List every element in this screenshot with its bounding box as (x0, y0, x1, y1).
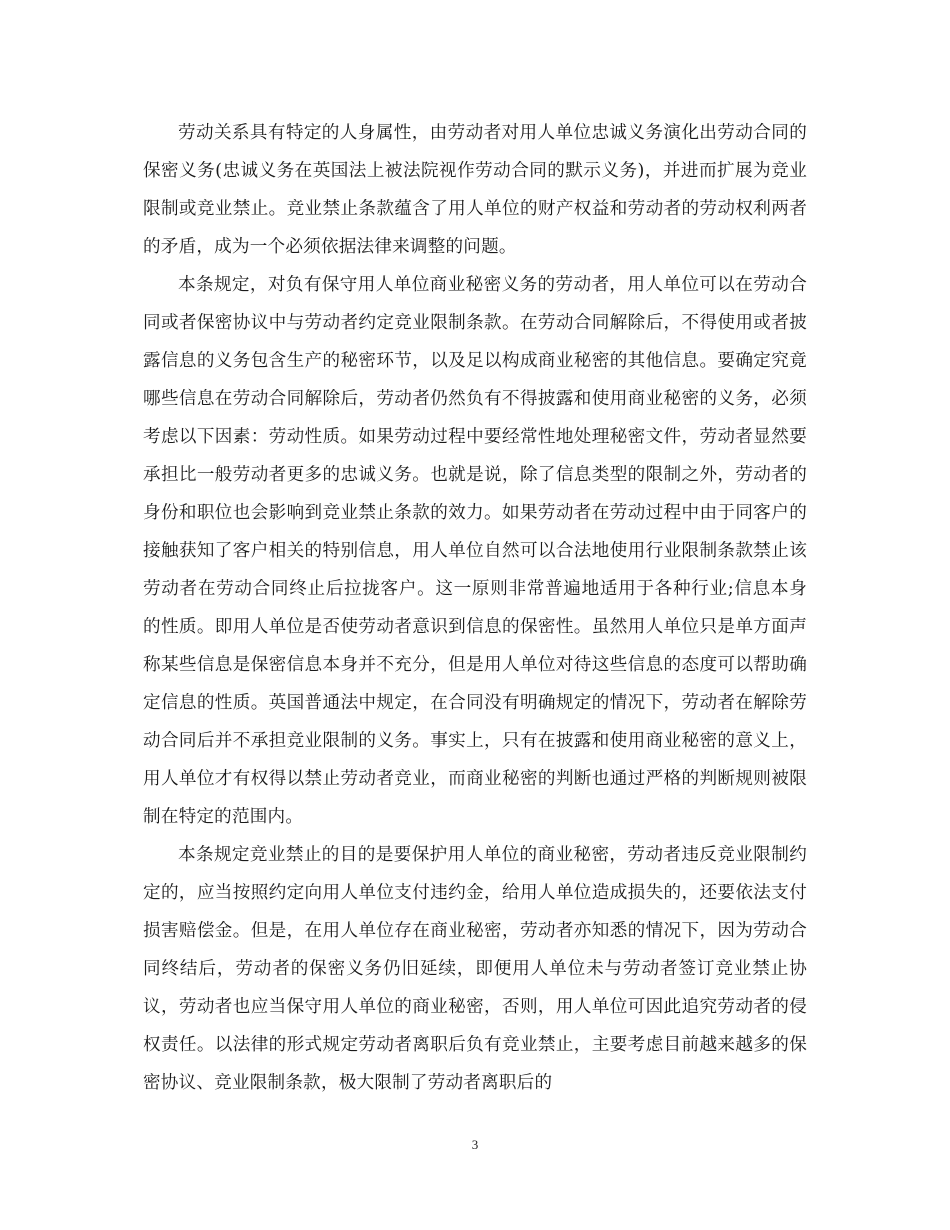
paragraph: 本条规定竞业禁止的目的是要保护用人单位的商业秘密，劳动者违反竞业限制约定的，应当按照约定向用人单位支付违约金，给用人单位造成损失的，还要依法支付损害赔偿金。但是，在用人单位存在商业秘密，劳动者亦知悉的情况下，因为劳动合同终结后，劳动者的保密义务仍旧延续，即便用人单位未与劳动者签订竞业禁止协议，劳动者也应当保守用人单位的商业秘密，否则，用人单位可因此追究劳动者的侵权责任。以法律的形式规定劳动者离职后负有竞业禁止，主要考虑目前越来越多的保密协议、竞业限制条款，极大限制了劳动者离职后的 (143, 845, 807, 1093)
paragraph: 本条规定，对负有保守用人单位商业秘密义务的劳动者，用人单位可以在劳动合同或者保密协议中与劳动者约定竞业限制条款。在劳动合同解除后，不得使用或者披露信息的义务包含生产的秘密环节，以及足以构成商业秘密的其他信息。要确定究竟哪些信息在劳动合同解除后，劳动者仍然负有不得披露和使用商业秘密的义务，必须考虑以下因素：劳动性质。如果劳动过程中要经常性地处理秘密文件，劳动者显然要承担比一般劳动者更多的忠诚义务。也就是说，除了信息类型的限制之外，劳动者的身份和职位也会影响到竞业禁止条款的效力。如果劳动者在劳动过程中由于同客户的接触获知了客户相关的特别信息，用人单位自然可以合法地使用行业限制条款禁止该劳动者在劳动合同终止后拉拢客户。这一原则非常普遍地适用于各种行业;信息本身的性质。即用人单位是否使劳动者意识到信息的保密性。虽然用人单位只是单方面声称某些信息是保密信息本身并不充分，但是用人单位对待这些信息的态度可以帮助确定信息的性质。英国普通法中规定，在合同没有明确规定的情况下，劳动者在解除劳动合同后并不承担竞业限制的义务。事实上，只有在披露和使用商业秘密的意义上，用人单位才有权得以禁止劳动者竞业，而商业秘密的判断也通过严格的判断规则被限制在特定的范围内。 (143, 275, 807, 827)
paragraph: 劳动关系具有特定的人身属性，由劳动者对用人单位忠诚义务演化出劳动合同的保密义务(忠诚义务在英国法上被法院视作劳动合同的默示义务)，并进而扩展为竞业限制或竞业禁止。竞业禁止条款蕴含了用人单位的财产权益和劳动者的劳动权利两者的矛盾，成为一个必须依据法律来调整的问题。 (143, 123, 807, 257)
body-text (143, 114, 807, 1102)
page-number: 3 (471, 1137, 479, 1152)
